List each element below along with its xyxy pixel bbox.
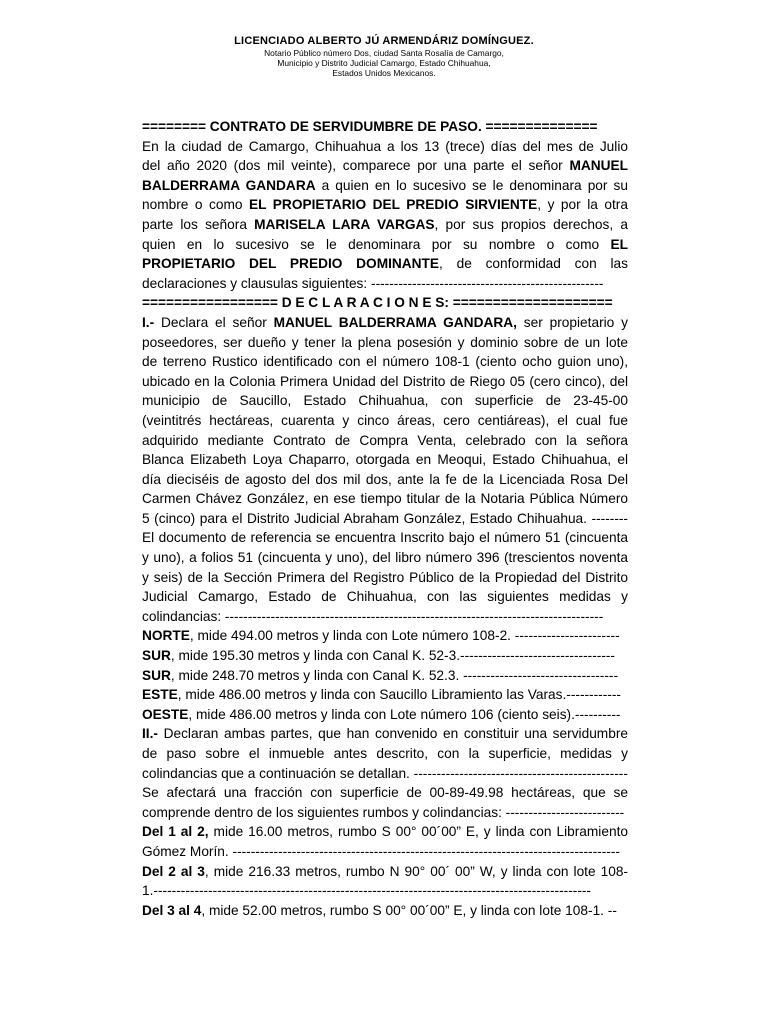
text-segment: parte los señora xyxy=(142,216,255,232)
text-segment: , mide 52.00 metros, rumbo S 00° 00´00” E, y linda con lote 108-1. -- xyxy=(201,902,617,918)
text-segment: El documento de referencia se encuentra Inscrito bajo el número 51 (cincuenta xyxy=(142,530,628,546)
text-segment: Judicial Camargo, Estado de Chihuahua, con las siguientes medidas y xyxy=(142,589,628,605)
text-line xyxy=(142,137,628,157)
text-line xyxy=(142,783,628,803)
bold-text: Del 2 al 3 xyxy=(142,863,205,879)
bold-text: SUR xyxy=(142,648,171,664)
text-line xyxy=(142,391,628,411)
text-segment: municipio de Saucillo, Estado Chihuahua, con superficie de 23-45-00 xyxy=(142,393,628,409)
text-line xyxy=(142,764,628,784)
text-line xyxy=(142,254,628,274)
text-line xyxy=(142,235,628,255)
text-segment: a quien en lo sucesivo se le denominara por su xyxy=(315,177,628,193)
text-line xyxy=(142,607,628,627)
bold-text: SUR xyxy=(142,667,171,683)
text-line xyxy=(142,626,628,646)
text-segment: y uno), a folios 51 (cincuenta y uno), del libro número 396 (trescientos noventa xyxy=(142,550,628,566)
contract-body xyxy=(142,117,628,920)
text-segment: , mide 216.33 metros, rumbo N 90° 00´ 00” W, y linda con lote 108- xyxy=(204,863,628,879)
text-line xyxy=(142,293,628,313)
text-segment: , mide 486.00 metros y linda con Lote número 106 (ciento seis).---------- xyxy=(188,706,621,722)
text-line xyxy=(142,156,628,176)
text-line xyxy=(142,862,628,882)
text-line xyxy=(142,352,628,372)
text-segment: , mide 494.00 metros y linda con Lote número 108-2. ----------------------- xyxy=(189,628,620,644)
text-segment: (veintitrés hectáreas, cuarenta y cinco áreas, cero centiáreas), el cual fue xyxy=(142,412,628,428)
text-segment: , por sus propios derechos, a xyxy=(434,216,628,232)
text-segment: mide 16.00 metros, rumbo S 00° 00´00” E, y linda con Libramiento xyxy=(208,824,628,840)
letterhead-line: Estados Unidos Mexicanos. xyxy=(332,68,436,78)
text-segment: Carmen Chávez González, en ese tiempo titular de la Notaria Pública Número xyxy=(142,491,628,507)
bold-text: Del 1 al 2, xyxy=(142,824,209,840)
letterhead-line: Notario Público número Dos, ciudad Santa Rosalía de Camargo, xyxy=(264,48,504,58)
text-line xyxy=(142,489,628,509)
text-line xyxy=(142,822,628,842)
text-segment: nombre o como xyxy=(142,197,250,213)
bold-text: EL PROPIETARIO DEL PREDIO SIRVIENTE xyxy=(249,197,538,213)
bold-text: OESTE xyxy=(142,706,189,722)
text-line xyxy=(142,528,628,548)
bold-text: II.- xyxy=(142,726,158,742)
text-line xyxy=(142,646,628,666)
bold-text: EL xyxy=(610,236,628,252)
bold-text: NORTE xyxy=(142,628,190,644)
text-line xyxy=(142,587,628,607)
text-line xyxy=(142,548,628,568)
bold-text: ======== CONTRATO DE SERVIDUMBRE DE PASO. ============== xyxy=(142,119,598,134)
bold-text: Del 3 al 4 xyxy=(142,902,202,918)
bold-text: ================= D E C L A R A C I O N E S: ==================== xyxy=(142,295,613,311)
text-segment: Gómez Morín. ------------------------------------------------------------------------------------- xyxy=(142,843,620,859)
text-line xyxy=(142,470,628,490)
text-segment: Se afectará una fracción con superficie de 00-89-49.98 hectáreas, que se xyxy=(142,785,628,801)
text-segment: ser propietario y xyxy=(516,314,628,330)
bold-text: MARISELA LARA VARGAS xyxy=(254,216,435,232)
text-line xyxy=(142,509,628,529)
text-line xyxy=(142,881,628,901)
text-line xyxy=(142,274,628,294)
text-line xyxy=(142,333,628,353)
text-segment: En la ciudad de Camargo, Chihuahua a los 13 (trece) días del mes de Julio xyxy=(142,138,628,154)
text-line xyxy=(142,372,628,392)
text-segment: poseedores, ser dueño y tener la plena posesión y dominio sobre de un lote xyxy=(142,334,628,350)
bold-text: BALDERRAMA GANDARA xyxy=(142,177,316,193)
text-line xyxy=(142,215,628,235)
text-line xyxy=(142,901,628,921)
text-segment: , y por la otra xyxy=(537,197,628,213)
text-segment: Declaran ambas partes, que han convenido en constituir una servidumbre xyxy=(157,726,628,742)
text-line xyxy=(142,705,628,725)
text-segment: , mide 248.70 metros y linda con Canal K. 52.3. ---------------------------------- xyxy=(170,667,619,683)
text-segment: comprende dentro de los siguientes rumbos y colindancias: -------------------------- xyxy=(142,804,625,820)
bold-text: MANUEL BALDERRAMA GANDARA, xyxy=(273,314,517,330)
letterhead-line: Municipio y Distrito Judicial Camargo, Estado Chihuahua, xyxy=(277,58,491,68)
text-line xyxy=(142,117,628,137)
text-line xyxy=(142,431,628,451)
notary-name: LICENCIADO ALBERTO JÚ ARMENDÁRIZ DOMÍNGUEZ. xyxy=(234,35,534,47)
text-segment: quien en lo sucesivo se le denominara por su nombre o como xyxy=(142,236,611,252)
text-segment: adquirido mediante Contrato de Compra Venta, celebrado con la señora xyxy=(142,432,628,448)
text-segment: de paso sobre el inmueble antes descrito, con la superficie, medidas y xyxy=(142,746,628,761)
text-line xyxy=(142,568,628,588)
text-segment: ubicado en la Colonia Primera Unidad del Distrito de Riego 05 (cero cinco), del xyxy=(142,373,628,389)
bold-text: PROPIETARIO DEL PREDIO DOMINANTE xyxy=(142,256,440,272)
text-line xyxy=(142,313,628,333)
text-line xyxy=(142,842,628,862)
bold-text: ESTE xyxy=(142,687,178,703)
bold-text: MANUEL xyxy=(569,158,628,174)
text-segment: , mide 195.30 metros y linda con Canal K. 52-3.---------------------------------- xyxy=(170,648,615,664)
text-line xyxy=(142,724,628,744)
text-line xyxy=(142,450,628,470)
text-segment: , mide 486.00 metros y linda con Saucillo Libramiento las Varas.------------ xyxy=(177,687,621,703)
text-segment: colindancias que a continuación se detallan. ----------------------------------------------- xyxy=(142,765,628,781)
text-line xyxy=(142,744,628,764)
text-segment: colindancias: ----------------------------------------------------------------------------------- xyxy=(142,608,604,624)
text-segment: declaraciones y clausulas siguientes: --------------------------------------------------- xyxy=(142,275,604,291)
text-line xyxy=(142,195,628,215)
text-line xyxy=(142,666,628,686)
text-segment: 5 (cinco) para el Distrito Judicial Abraham González, Estado Chihuahua. -------- xyxy=(142,510,628,526)
text-line xyxy=(142,176,628,196)
text-line xyxy=(142,411,628,431)
text-line xyxy=(142,803,628,823)
text-segment: 1.------------------------------------------------------------------------------------------------ xyxy=(142,883,591,899)
text-segment: , de conformidad con las xyxy=(439,256,628,272)
text-segment: de terreno Rustico identificado con el número 108-1 (ciento ocho guion uno), xyxy=(142,354,628,370)
text-segment: Declara el señor xyxy=(154,314,274,330)
text-segment: Blanca Elizabeth Loya Chaparro, otorgada en Meoqui, Estado Chihuahua, el xyxy=(142,452,628,468)
text-line xyxy=(142,685,628,705)
bold-text: I.- xyxy=(142,314,155,330)
text-segment: del año 2020 (dos mil veinte), comparece por una parte el señor xyxy=(142,158,570,174)
letterhead xyxy=(0,34,768,78)
text-segment: día dieciséis de agosto del dos mil dos, ante la fe de la Licenciada Rosa Del xyxy=(142,471,628,487)
text-segment: y seis) de la Sección Primera del Registro Público de la Propiedad del Distrito xyxy=(142,569,628,585)
